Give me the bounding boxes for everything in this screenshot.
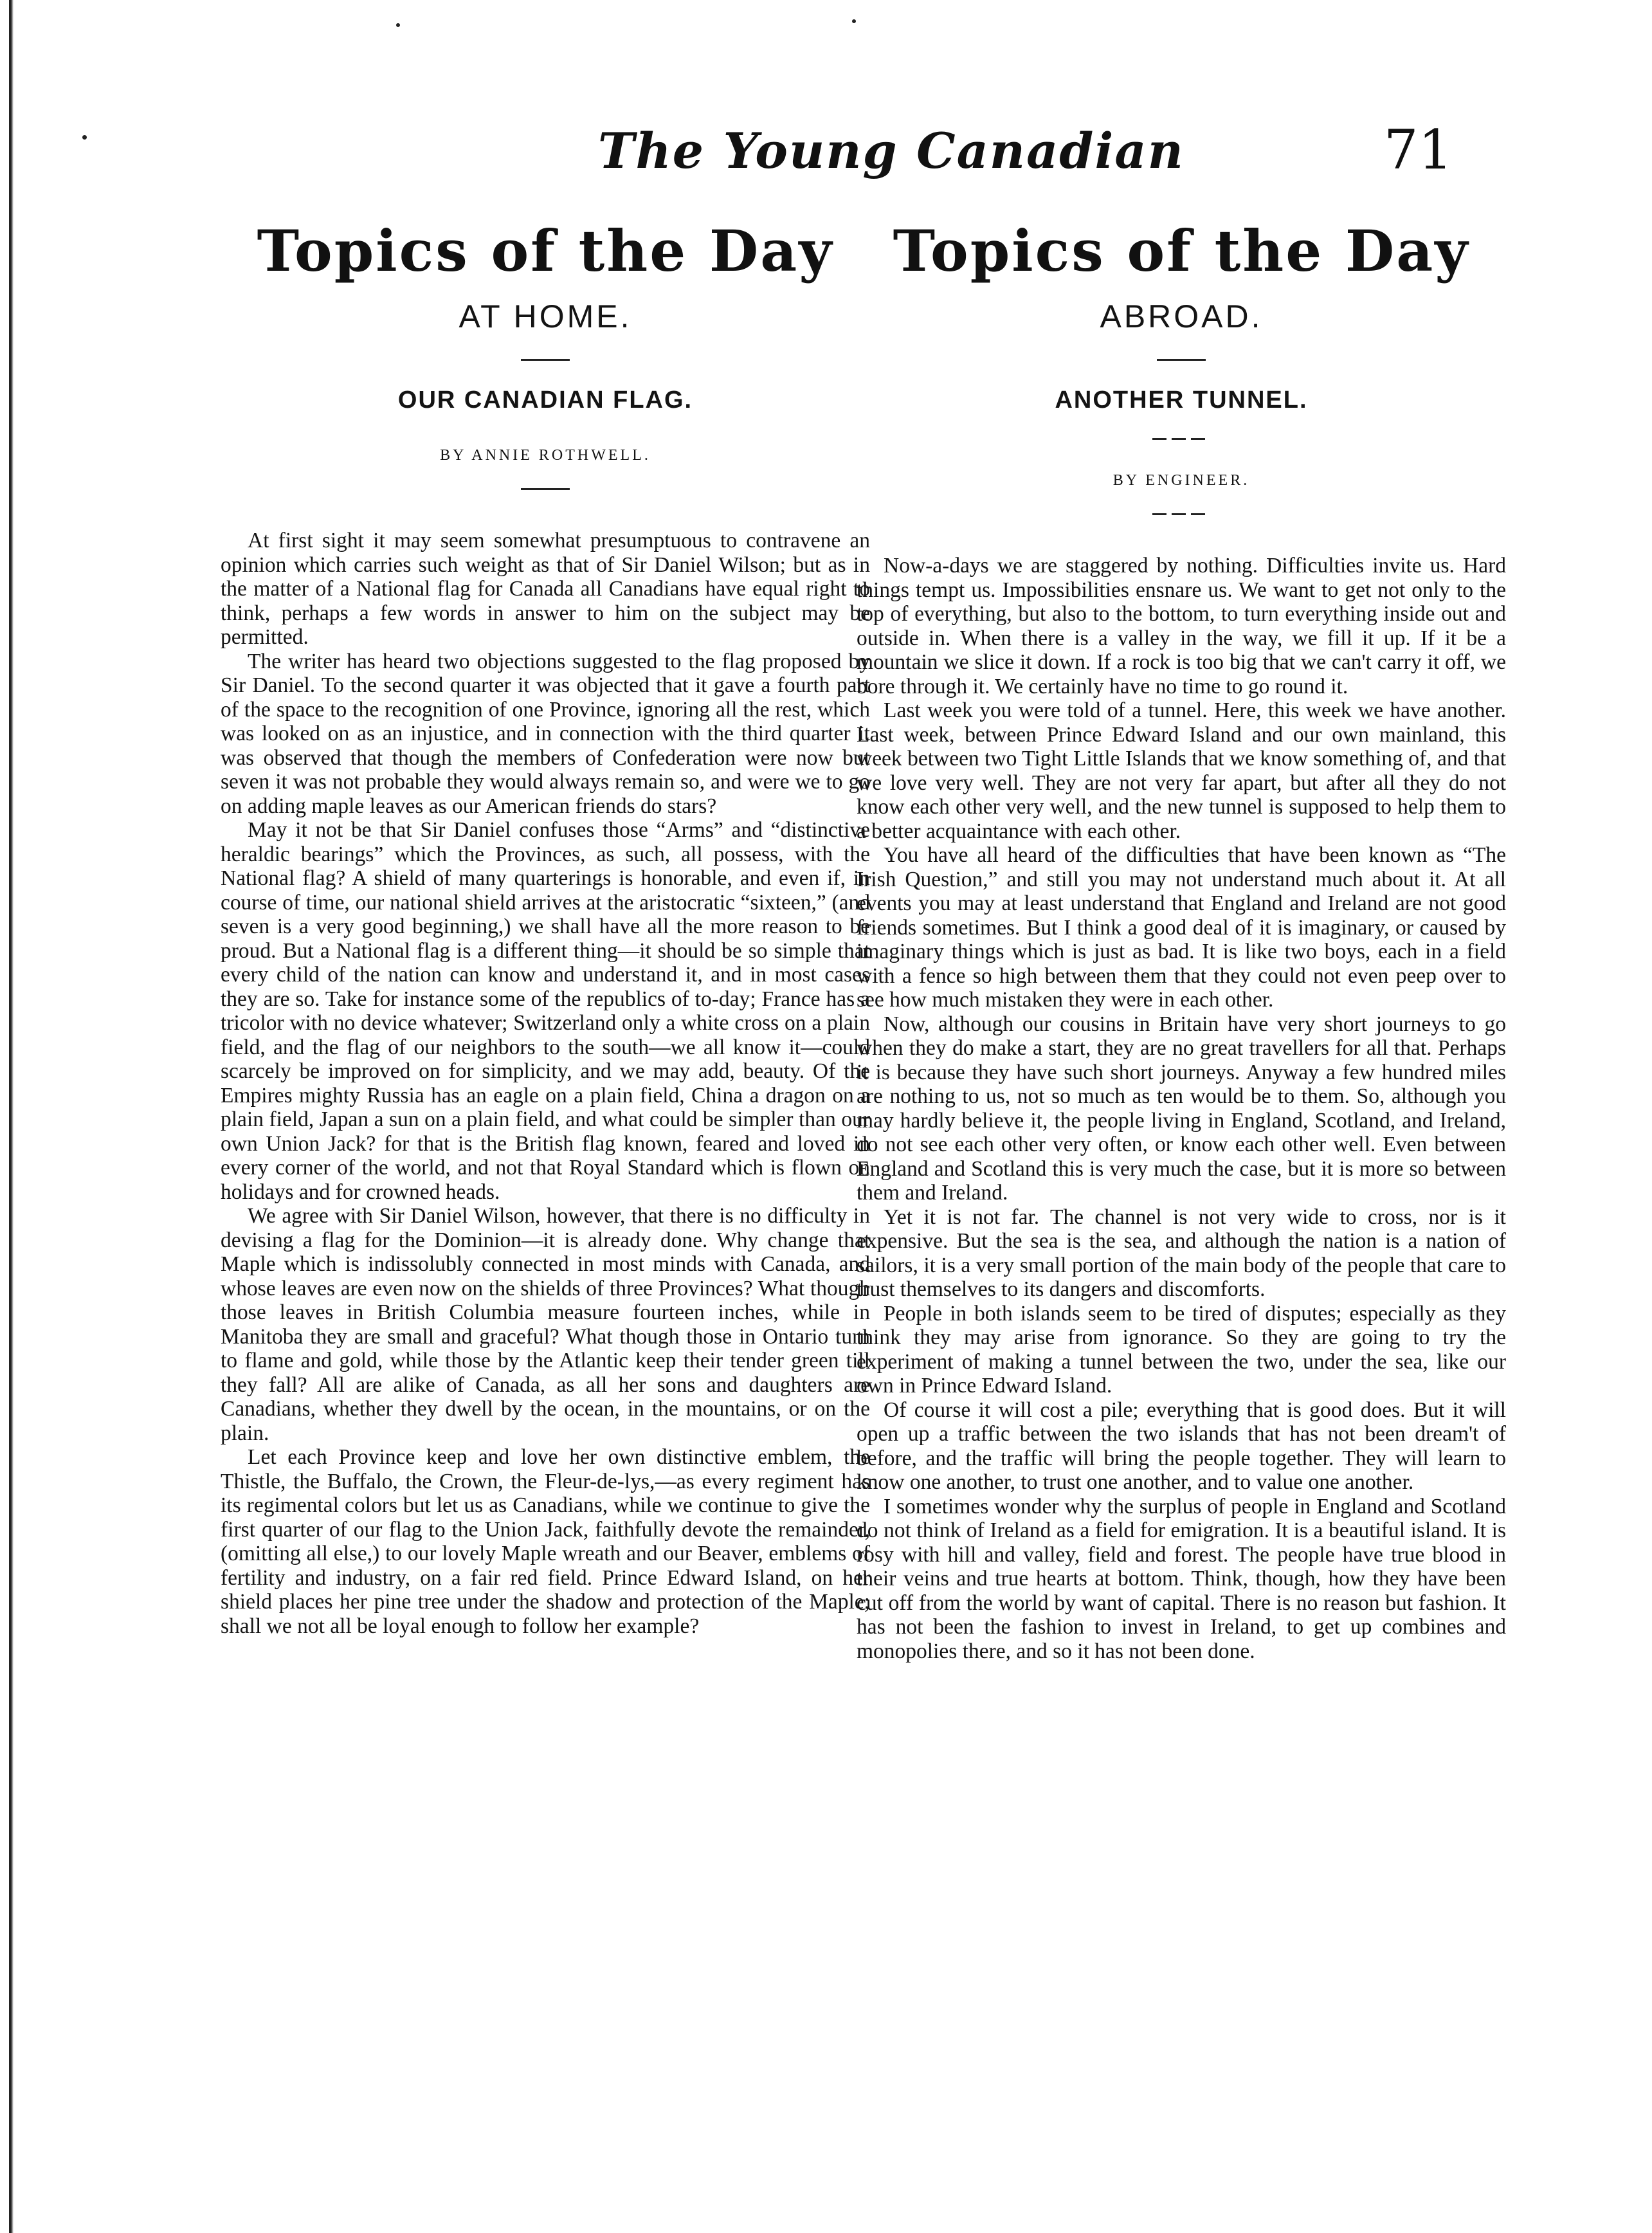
- column-abroad: [857, 219, 1506, 1663]
- article-body: [857, 554, 1506, 1663]
- paragraph: Of course it will cost a pile; everything that is good does. But it will open up a traffic between the two islands that has not been dream't of before, and the traffic will bring the people together. They will learn to know one another, to trust one another, and to value one another.: [857, 1398, 1506, 1494]
- byline: BY ANNIE ROTHWELL.: [440, 447, 651, 464]
- journal-title: The Young Canadian: [598, 122, 1185, 179]
- column-at-home: [221, 219, 870, 1638]
- section-subtitle: ABROAD.: [1100, 298, 1263, 334]
- paragraph: May it not be that Sir Daniel confuses those “Arms” and “distinctive heraldic bearings” which the Provinces, as such, all possess, with the National flag? A shield of many quarterings is honorable, and even if, in course of time, our national shield arrives at the aristocratic “sixteen,” (and seven is a very good beginning,) we shall have all the more reason to be proud. But a National flag is a different thing—it should be so simple that every child of the nation can know and understand it, and in most cases they are so. Take for instance some of the republics of to-day; France has a tricolor with no device whatever; Switzerland only a white cross on a plain field, and the flag of our neighbors to the south—we all know it—could scarcely be improved on for simplicity, and we may add, beauty. Of the Empires mighty Russia has an eagle on a plain field, China a dragon on a plain field, Japan a sun on a plain field, and what could be simpler than our own Union Jack? for that is the British flag known, feared and loved in every corner of the world, and not that Royal Standard which is flown on holidays and for crowned heads.: [221, 818, 870, 1204]
- page-number: 71: [1384, 118, 1453, 181]
- running-head: [0, 109, 1652, 199]
- paragraph: I sometimes wonder why the surplus of people in England and Scotland do not think of Ireland as a field for emigration. It is a beautiful island. It is rosy with hill and valley, field and forest. The people have true blood in their veins and true hearts at bottom. Think, though, how they have been cut off from the world by want of capital. There is no reason but fashion. It has not been the fashion to invest in Ireland, to get up combines and monopolies there, and so it has not been done.: [857, 1494, 1506, 1663]
- section-title: Topics of the Day: [893, 217, 1470, 284]
- paragraph: Last week you were told of a tunnel. Here, this week we have another. Last week, between Prince Edward Island and our own mainland, this week between two Tight Little Islands that we know something of, and that we love very well. They are not very far apart, but after all they do not know each other very well, and the new tunnel is supposed to help them to a better acquaintance with each other.: [857, 698, 1506, 843]
- article-body: [221, 529, 870, 1638]
- divider-rule: [1152, 513, 1210, 515]
- divider-rule: [521, 488, 570, 490]
- article-title: ANOTHER TUNNEL.: [1055, 387, 1308, 414]
- paragraph: Yet it is not far. The channel is not very wide to cross, nor is it expensive. But the sea is the sea, and although the nation is a nation of sailors, it is a very small portion of the main body of the people that care to trust themselves to its dangers and discomforts.: [857, 1205, 1506, 1301]
- section-title: Topics of the Day: [257, 217, 834, 284]
- paragraph: At first sight it may seem somewhat presumptuous to contravene an opinion which carries such weight as that of Sir Daniel Wilson; but as in the matter of a National flag for Canada all Canadians have equal right to think, perhaps a few words in answer to him on the subject may be permitted.: [221, 529, 870, 649]
- divider-rule: [521, 359, 570, 361]
- page-edge-rule: [9, 0, 14, 2233]
- print-speck: [396, 23, 400, 27]
- paragraph: The writer has heard two objections suggested to the flag proposed by Sir Daniel. To the second quarter it was objected that it gave a fourth part of the space to the recognition of one Province, ignoring all the rest, which was looked on as an injustice, and in connection with the third quarter it was observed that though the members of Confederation were now but seven it was not probable they would always remain so, and were we to go on adding maple leaves as our American friends do stars?: [221, 649, 870, 818]
- paragraph: People in both islands seem to be tired of disputes; especially as they think they may arise from ignorance. So they are going to try the experiment of making a tunnel between the two, under the sea, like our own in Prince Edward Island.: [857, 1301, 1506, 1398]
- paragraph: Let each Province keep and love her own distinctive emblem, the Thistle, the Buffalo, the Crown, the Fleur-de-lys,—as every regiment has its regimental colors but let us as Canadians, while we continue to give the first quarter of our flag to the Union Jack, faithfully devote the remainder, (omitting all else,) to our lovely Maple wreath and our Beaver, emblems of fertility and industry, on a fair red field. Prince Edward Island, on her shield places her pine tree under the shadow and protection of the Maple; shall we not all be loyal enough to follow her example?: [221, 1445, 870, 1638]
- section-subtitle: AT HOME.: [458, 298, 632, 334]
- divider-rule: [1157, 359, 1206, 361]
- article-title: OUR CANADIAN FLAG.: [397, 387, 693, 414]
- paragraph: Now-a-days we are staggered by nothing. Difficulties invite us. Hard things tempt us. Impossibilities ensnare us. We want to get not only to the top of everything, but also to the bottom, to turn everything inside out and outside in. When there is a valley in the way, we fill it up. If it be a mountain we slice it down. If a rock is too big that we can't carry it off, we bore through it. We certainly have no time to go round it.: [857, 554, 1506, 698]
- byline: BY ENGINEER.: [1112, 472, 1250, 489]
- divider-rule: [1152, 438, 1210, 440]
- paragraph: You have all heard of the difficulties that have been known as “The Irish Question,” and still you may not understand much about it. At all events you may at least understand that England and Ireland are not good friends sometimes. But I think a good deal of it is imaginary, or caused by imaginary things which is just as bad. It is like two boys, each in a field with a fence so high between them that they could not even peep over to see how much mistaken they were in each other.: [857, 843, 1506, 1012]
- paragraph: Now, although our cousins in Britain have very short journeys to go when they do make a start, they are no great travellers for all that. Perhaps it is because they have such short journeys. Anyway a few hundred miles are nothing to us, not so much as ten would be to them. So, although you may hardly believe it, the people living in England, Scotland, and Ireland, do not see each other very often, or know each other well. Even between England and Scotland this is very much the case, but it is more so between them and Ireland.: [857, 1012, 1506, 1205]
- paragraph: We agree with Sir Daniel Wilson, however, that there is no difficulty in devising a flag for the Dominion—it is already done. Why change that Maple which is indissolubly connected in most minds with Canada, and whose leaves are even now on the shields of three Provinces? What though those leaves in British Columbia measure fourteen inches, while in Manitoba they are small and graceful? What though those in Ontario turn to flame and gold, while those by the Atlantic keep their tender green till they fall? All are alike of Canada, as all her sons and daughters are Canadians, whether they dwell by the ocean, in the mountains, or on the plain.: [221, 1204, 870, 1445]
- print-speck: [852, 19, 856, 23]
